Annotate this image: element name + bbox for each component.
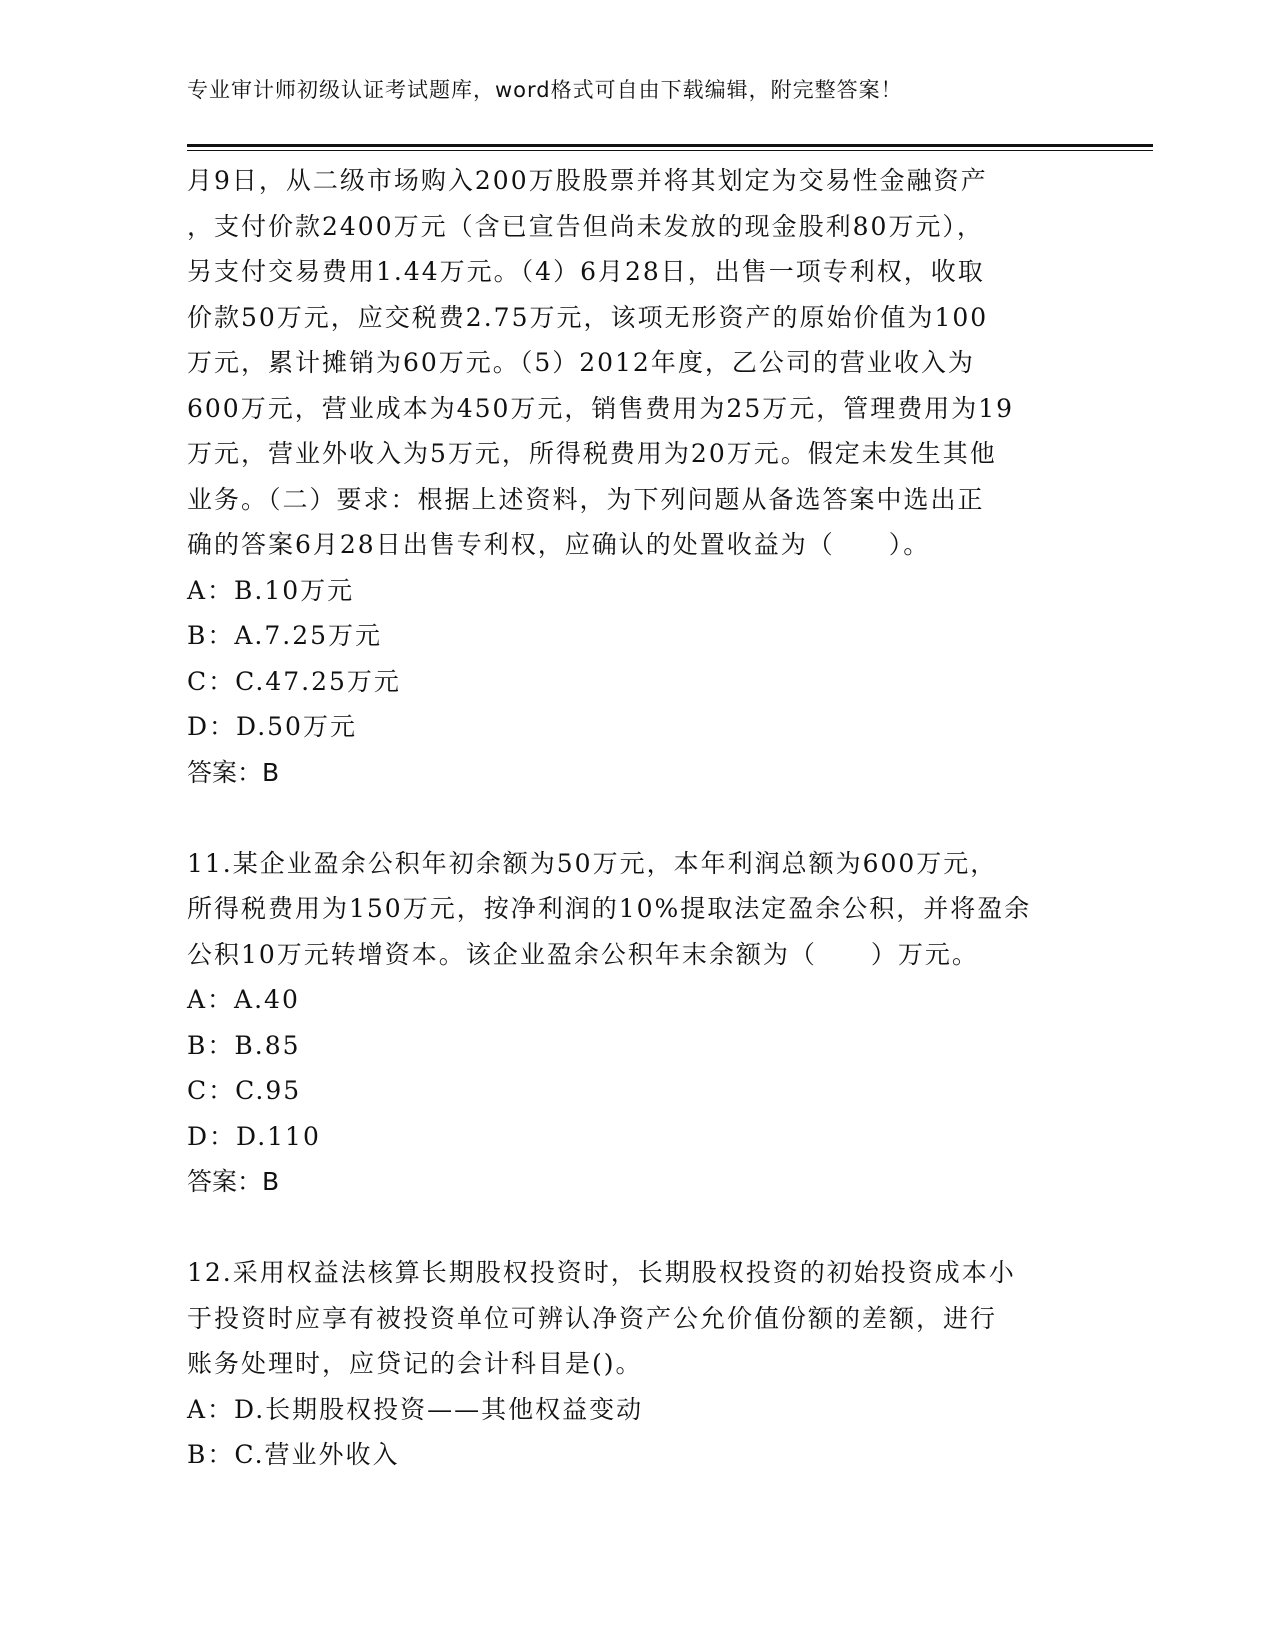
answer-label: 答案：B — [187, 757, 280, 787]
question-text-line: 万元，营业外收入为5万元，所得税费用为20万元。假定未发生其他 — [187, 439, 997, 468]
option-a: A：B.10万元 — [187, 575, 355, 605]
option-c: C：C.95 — [187, 1076, 302, 1105]
header-rule-thin — [187, 150, 1153, 151]
document-body — [187, 158, 1087, 1478]
question-text-line: 业务。（二）要求：根据上述资料，为下列问题从备选答案中选出正 — [187, 484, 985, 514]
option-b: B：C.营业外收入 — [187, 1440, 400, 1469]
question-text-line: 公积10万元转增资本。该企业盈余公积年末余额为（ ）万元。 — [187, 939, 979, 969]
question-text-line: 600万元，营业成本为450万元，销售费用为25万元，管理费用为19 — [187, 393, 1015, 423]
option-d: D：D.110 — [187, 1121, 321, 1151]
option-a: A：D.长期股权投资——其他权益变动 — [187, 1394, 644, 1424]
question-10-continued — [187, 158, 1087, 795]
question-text-line: 月9日，从二级市场购入200万股股票并将其划定为交易性金融资产 — [187, 166, 988, 195]
question-text-line: ，支付价款2400万元（含已宣告但尚未发放的现金股利80万元）， — [187, 211, 984, 241]
question-text-line: 于投资时应享有被投资单位可辨认净资产公允价值份额的差额，进行 — [187, 1303, 998, 1333]
question-text-line: 万元，累计摊销为60万元。（5）2012年度，乙公司的营业收入为 — [187, 348, 975, 377]
spacer — [187, 795, 1087, 841]
question-text-line: 账务处理时，应贷记的会计科目是()。 — [187, 1349, 643, 1378]
option-a: A：A.40 — [187, 985, 300, 1014]
question-text-line: 12.采用权益法核算长期股权投资时，长期股权投资的初始投资成本小 — [187, 1258, 1016, 1287]
option-b: B：B.85 — [187, 1030, 301, 1060]
page-header: 专业审计师初级认证考试题库，word格式可自由下载编辑，附完整答案！ — [187, 78, 903, 102]
option-d: D：D.50万元 — [187, 712, 357, 741]
question-text-line: 确的答案6月28日出售专利权，应确认的处置收益为（ ）。 — [187, 530, 931, 559]
question-text-line: 价款50万元，应交税费2.75万元，该项无形资产的原始价值为100 — [187, 302, 989, 332]
answer-label: 答案：B — [187, 1167, 280, 1196]
question-text-line: 所得税费用为150万元，按净利润的10%提取法定盈余公积，并将盈余 — [187, 894, 1032, 923]
question-text-line: 11.某企业盈余公积年初余额为50万元，本年利润总额为600万元， — [187, 848, 998, 878]
question-11 — [187, 841, 1087, 1205]
question-12 — [187, 1250, 1087, 1478]
option-c: C：C.47.25万元 — [187, 666, 401, 696]
question-text-line: 另支付交易费用1.44万元。（4）6月28日，出售一项专利权，收取 — [187, 257, 985, 286]
header-rule-thick — [187, 144, 1153, 147]
spacer — [187, 1205, 1087, 1251]
option-b: B：A.7.25万元 — [187, 621, 383, 650]
